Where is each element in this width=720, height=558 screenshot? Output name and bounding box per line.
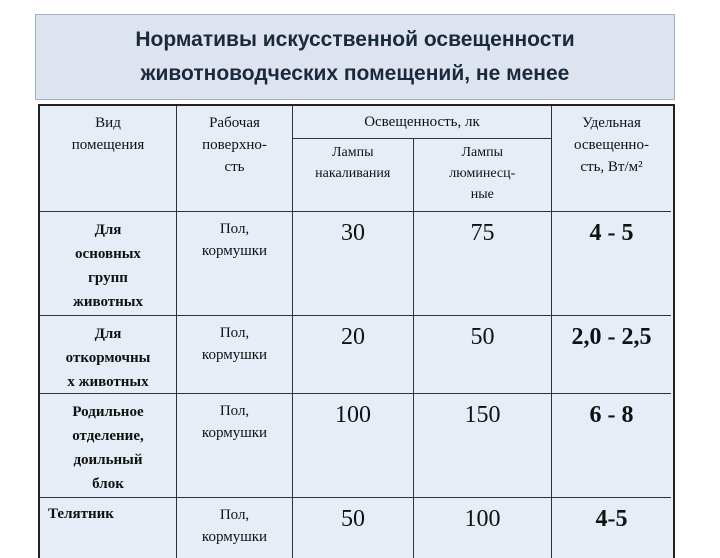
header-fluorescent-line-1: Лампы — [461, 145, 503, 160]
fluorescent-value: 50 — [414, 316, 552, 394]
room-type-cell — [40, 498, 177, 558]
fluorescent-value: 75 — [414, 212, 552, 316]
room-type-cell — [40, 316, 177, 394]
room-type-line: животных — [72, 294, 144, 310]
specific-power-value: 6 - 8 — [552, 394, 671, 498]
surface-cell — [177, 394, 293, 498]
surface-cell — [177, 212, 293, 316]
table-row — [40, 212, 673, 316]
specific-power-value: 4 - 5 — [552, 212, 671, 316]
title-box — [35, 14, 675, 100]
table-row — [40, 316, 673, 394]
header-specific — [552, 106, 671, 212]
header-room-type — [40, 106, 177, 212]
title-line-2: животноводческих помещений, не менее — [140, 62, 570, 85]
header-fluorescent-line-3: ные — [470, 187, 494, 202]
incandescent-value: 100 — [293, 394, 414, 498]
room-type-line: х животных — [67, 374, 149, 390]
room-type-cell — [40, 212, 177, 316]
header-room-type-line-1: Вид — [95, 115, 121, 131]
header-row — [40, 106, 673, 212]
header-specific-line-3: сть, Вт/м² — [580, 159, 643, 175]
surface-line: Пол, — [219, 221, 250, 237]
room-type-line: Для — [94, 326, 122, 342]
header-incandescent-line-1: Лампы — [332, 145, 374, 160]
header-incandescent — [293, 139, 414, 211]
surface-line: кормушки — [201, 425, 268, 441]
surface-line: кормушки — [201, 347, 268, 363]
surface-line: кормушки — [201, 243, 268, 259]
room-type-line: Родильное — [72, 404, 144, 420]
header-surface-line-3: сть — [224, 159, 245, 175]
header-incandescent-line-2: накаливания — [315, 166, 391, 181]
specific-power-value: 2,0 - 2,5 — [552, 316, 671, 394]
incandescent-value: 50 — [293, 498, 414, 558]
header-specific-line-1: Удельная — [582, 115, 641, 131]
surface-cell — [177, 498, 293, 558]
lighting-norms-table — [38, 104, 675, 558]
header-surface-line-2: поверхно- — [202, 137, 267, 153]
title-line-1: Нормативы искусственной освещенности — [135, 28, 575, 51]
header-surface-line-1: Рабочая — [209, 115, 260, 131]
surface-line: Пол, — [219, 507, 250, 523]
room-type-line: откормочны — [65, 350, 151, 366]
room-type-line: Для — [94, 222, 122, 238]
room-type-line: Телятник — [48, 506, 114, 522]
fluorescent-value: 100 — [414, 498, 552, 558]
surface-line: Пол, — [219, 403, 250, 419]
room-type-cell — [40, 394, 177, 498]
header-specific-line-2: освещенно- — [574, 137, 649, 153]
header-illuminance: Освещенность, лк — [293, 106, 551, 139]
table-row — [40, 498, 673, 558]
room-type-line: доильный — [73, 452, 143, 468]
header-room-type-line-2: помещения — [71, 137, 145, 153]
surface-line: кормушки — [201, 529, 268, 545]
room-type-line: групп — [88, 270, 128, 286]
header-fluorescent-line-2: люминесц- — [449, 166, 516, 181]
header-surface — [177, 106, 293, 212]
fluorescent-value: 150 — [414, 394, 552, 498]
header-fluorescent — [414, 139, 551, 211]
incandescent-value: 20 — [293, 316, 414, 394]
room-type-line: блок — [92, 476, 124, 492]
room-type-line: отделение, — [72, 428, 144, 444]
table-row — [40, 394, 673, 498]
specific-power-value: 4-5 — [595, 506, 628, 532]
surface-line: Пол, — [219, 325, 250, 341]
incandescent-value: 30 — [293, 212, 414, 316]
surface-cell — [177, 316, 293, 394]
header-illuminance-group — [293, 106, 552, 212]
room-type-line: основных — [75, 246, 141, 262]
